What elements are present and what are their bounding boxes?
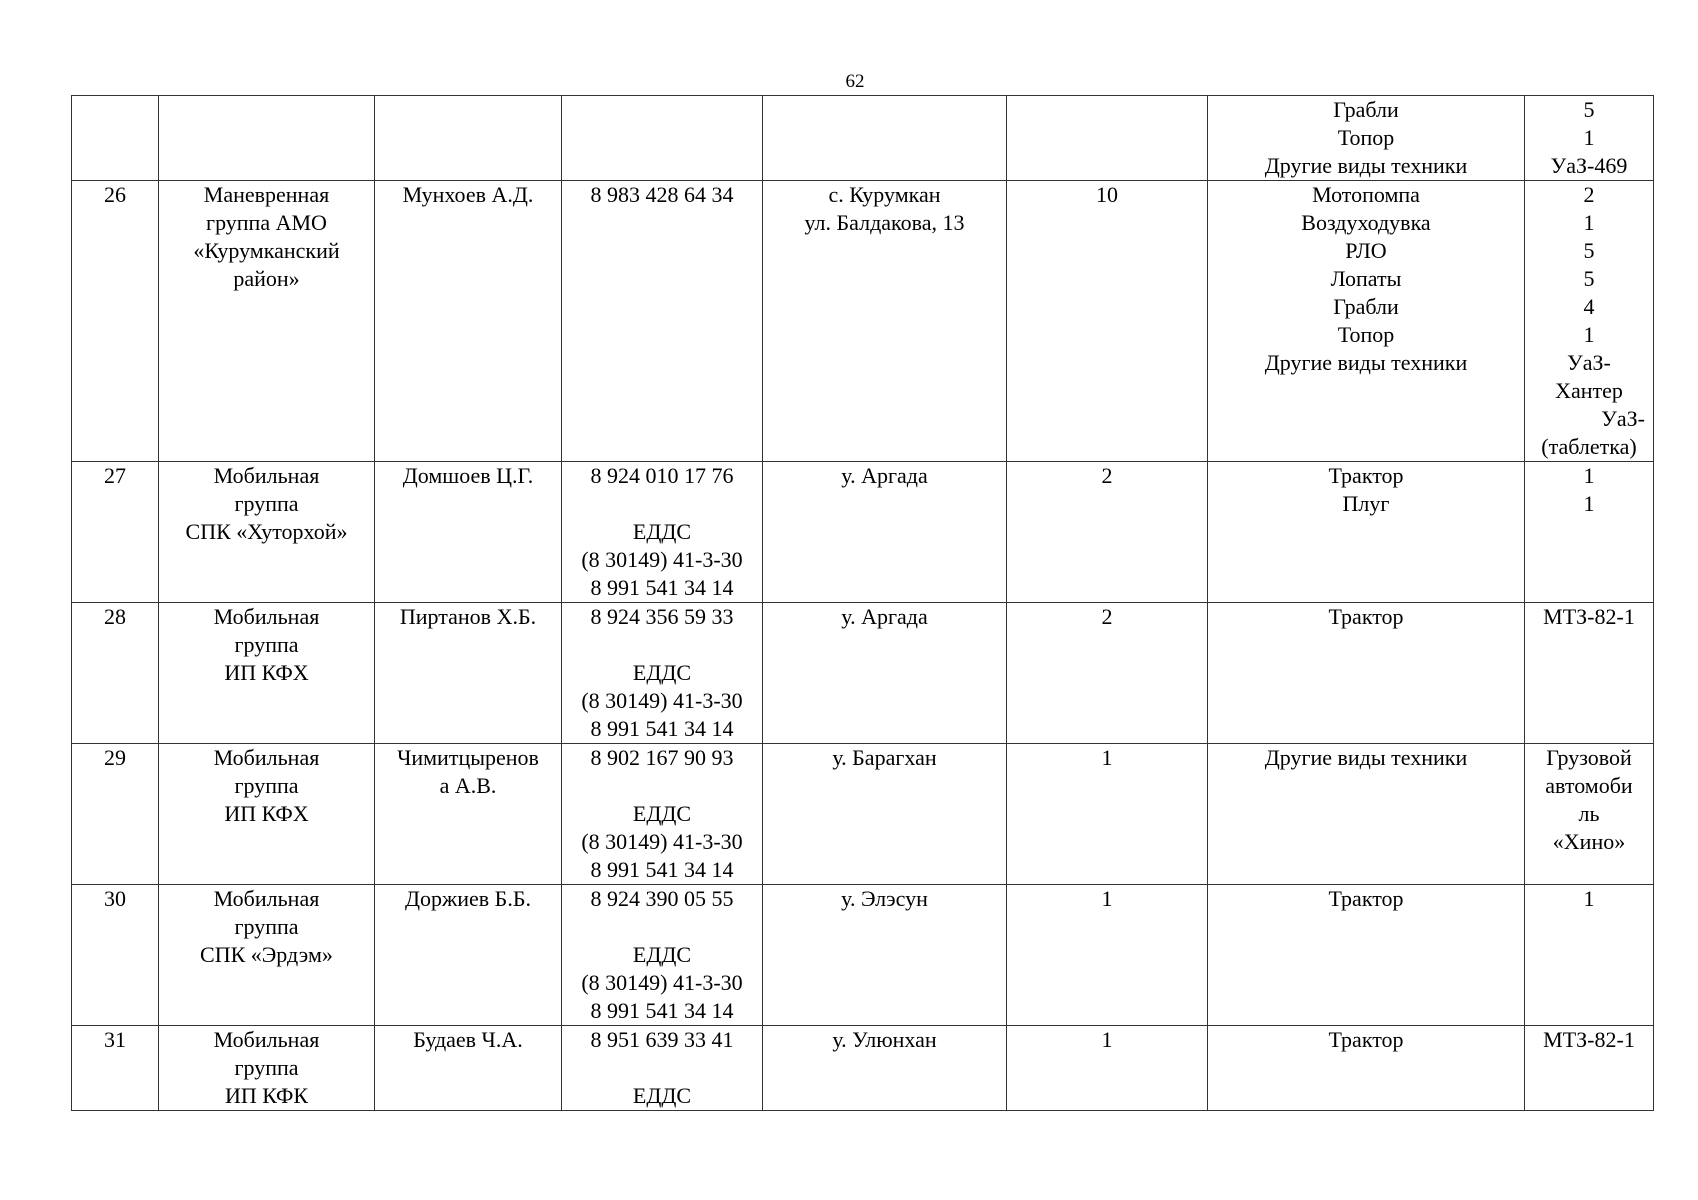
phone-line: (8 30149) 41-3-30	[581, 970, 743, 995]
phone-line: 8 924 010 17 76	[590, 463, 734, 488]
cell-group	[159, 462, 375, 603]
group-line: группа	[234, 632, 299, 657]
phone-line: 8 991 541 34 14	[590, 575, 734, 600]
cell-quantity	[1525, 744, 1654, 885]
group-line: СПК «Хуторхой»	[185, 519, 348, 544]
cell-people	[1007, 462, 1208, 603]
address-line: с. Курумкан	[828, 182, 941, 207]
table-row	[72, 181, 1654, 462]
equipment-item: Трактор	[1328, 463, 1404, 488]
head-name-line: а А.В.	[439, 773, 497, 798]
people-count: 2	[1101, 463, 1113, 488]
people-count: 1	[1101, 745, 1113, 770]
head-name-line: Доржиев Б.Б.	[405, 886, 531, 911]
cell-phone	[562, 885, 763, 1026]
equipment-item: Другие виды техники	[1264, 745, 1468, 770]
cell-num	[72, 96, 159, 181]
head-name-line: Пиртанов Х.Б.	[399, 604, 537, 629]
cell-people	[1007, 603, 1208, 744]
people-count: 2	[1101, 604, 1113, 629]
cell-people	[1007, 96, 1208, 181]
cell-equipment	[1208, 603, 1525, 744]
cell-head	[375, 885, 562, 1026]
cell-num	[72, 744, 159, 885]
cell-equipment	[1208, 744, 1525, 885]
phone-line: ЕДДС	[632, 942, 692, 967]
cell-equipment	[1208, 885, 1525, 1026]
phone-line	[564, 1054, 760, 1082]
people-count: 1	[1101, 1027, 1113, 1052]
quantity-item: 1	[1583, 886, 1595, 911]
cell-group	[159, 744, 375, 885]
cell-quantity	[1525, 885, 1654, 1026]
table-row	[72, 1026, 1654, 1111]
address-line: у. Улюнхан	[832, 1027, 937, 1052]
table-row	[72, 744, 1654, 885]
cell-head	[375, 181, 562, 462]
phone-line: 8 991 541 34 14	[590, 857, 734, 882]
cell-address	[763, 1026, 1007, 1111]
cell-phone	[562, 462, 763, 603]
group-line: группа АМО	[206, 210, 327, 235]
group-line: Мобильная	[213, 463, 320, 488]
cell-group	[159, 1026, 375, 1111]
quantity-item: 5	[1583, 97, 1595, 122]
quantity-item: УаЗ-	[1567, 350, 1611, 375]
cell-phone	[562, 1026, 763, 1111]
quantity-item: автомоби	[1545, 773, 1633, 798]
group-line: район»	[233, 266, 300, 291]
quantity-item: 1	[1583, 210, 1595, 235]
cell-head	[375, 96, 562, 181]
row-number: 28	[104, 604, 126, 629]
group-line: Мобильная	[213, 604, 320, 629]
row-number: 30	[104, 886, 126, 911]
table-row	[72, 885, 1654, 1026]
quantity-item: 2	[1583, 182, 1595, 207]
cell-address	[763, 96, 1007, 181]
cell-phone	[562, 96, 763, 181]
quantity-item: (таблетка)	[1541, 434, 1637, 459]
equipment-item: Грабли	[1333, 294, 1399, 319]
quantity-item: МТЗ-82-1	[1543, 1027, 1635, 1052]
cell-group	[159, 181, 375, 462]
cell-equipment	[1208, 96, 1525, 181]
quantity-item: 1	[1583, 463, 1595, 488]
head-name-line: Чимитцыренов	[397, 745, 539, 770]
table-row-continuation	[72, 96, 1654, 181]
quantity-item: Грузовой	[1546, 745, 1632, 770]
cell-quantity	[1525, 1026, 1654, 1111]
group-line: группа	[234, 491, 299, 516]
cell-num	[72, 181, 159, 462]
cell-group	[159, 885, 375, 1026]
quantity-item: 5	[1583, 238, 1595, 263]
phone-line: ЕДДС	[632, 660, 692, 685]
equipment-item: Топор	[1337, 125, 1395, 150]
cell-phone	[562, 603, 763, 744]
head-name-line: Домшоев Ц.Г.	[402, 463, 534, 488]
equipment-item: Другие виды техники	[1264, 350, 1468, 375]
phone-line: 8 991 541 34 14	[590, 716, 734, 741]
phone-line: 8 902 167 90 93	[590, 745, 734, 770]
phone-line: 8 983 428 64 34	[590, 182, 734, 207]
address-line: у. Аргада	[841, 604, 928, 629]
address-line: ул. Балдакова, 13	[804, 210, 965, 235]
quantity-item: Хантер	[1555, 378, 1623, 403]
cell-address	[763, 744, 1007, 885]
cell-address	[763, 603, 1007, 744]
cell-head	[375, 1026, 562, 1111]
cell-group	[159, 96, 375, 181]
group-line: ИП КФХ	[224, 660, 309, 685]
cell-phone	[562, 744, 763, 885]
equipment-item: Мотопомпа	[1312, 182, 1420, 207]
phone-line: (8 30149) 41-3-30	[581, 829, 743, 854]
cell-head	[375, 462, 562, 603]
quantity-item: 4	[1583, 294, 1595, 319]
address-line: у. Аргада	[841, 463, 928, 488]
quantity-item: «Хино»	[1552, 829, 1626, 854]
phone-line: 8 951 639 33 41	[590, 1027, 734, 1052]
row-number: 31	[104, 1027, 126, 1052]
row-number: 27	[104, 463, 126, 488]
cell-people	[1007, 181, 1208, 462]
group-line: группа	[234, 773, 299, 798]
page-number: 62	[845, 71, 865, 92]
phone-line: ЕДДС	[632, 519, 692, 544]
cell-phone	[562, 181, 763, 462]
equipment-item: Трактор	[1328, 886, 1404, 911]
group-line: Мобильная	[213, 1027, 320, 1052]
quantity-item: УаЗ-	[1601, 406, 1645, 431]
cell-group	[159, 603, 375, 744]
group-line: СПК «Эрдэм»	[200, 942, 333, 967]
phone-line	[564, 913, 760, 941]
phone-line: 8 924 356 59 33	[590, 604, 734, 629]
cell-head	[375, 744, 562, 885]
group-line: ИП КФХ	[224, 801, 309, 826]
cell-address	[763, 885, 1007, 1026]
people-count: 10	[1096, 182, 1118, 207]
phone-line: 8 924 390 05 55	[590, 886, 734, 911]
group-line: ИП КФК	[224, 1083, 309, 1108]
group-line: Маневренная	[203, 182, 330, 207]
equipment-item: Грабли	[1333, 97, 1399, 122]
cell-num	[72, 603, 159, 744]
cell-num	[72, 885, 159, 1026]
phone-line: ЕДДС	[632, 801, 692, 826]
quantity-item: 1	[1583, 491, 1595, 516]
table-row	[72, 462, 1654, 603]
cell-num	[72, 1026, 159, 1111]
group-line: группа	[234, 1055, 299, 1080]
phone-line: ЕДДС	[632, 1083, 692, 1108]
cell-address	[763, 462, 1007, 603]
equipment-item: Плуг	[1342, 491, 1390, 516]
cell-people	[1007, 1026, 1208, 1111]
cell-equipment	[1208, 1026, 1525, 1111]
group-line: Мобильная	[213, 745, 320, 770]
cell-quantity	[1525, 603, 1654, 744]
cell-quantity	[1525, 96, 1654, 181]
phone-line	[564, 490, 760, 518]
phone-line: 8 991 541 34 14	[590, 998, 734, 1023]
phone-line: (8 30149) 41-3-30	[581, 547, 743, 572]
cell-equipment	[1208, 181, 1525, 462]
phone-line	[564, 772, 760, 800]
quantity-item: УаЗ-469	[1550, 153, 1628, 178]
head-name-line: Мунхоев А.Д.	[402, 182, 534, 207]
equipment-item: Воздуходувка	[1301, 210, 1431, 235]
equipment-item: Трактор	[1328, 604, 1404, 629]
group-line: группа	[234, 914, 299, 939]
equipment-item: РЛО	[1345, 238, 1387, 263]
quantity-item: 1	[1583, 125, 1595, 150]
equipment-item: Топор	[1337, 322, 1395, 347]
equipment-item: Трактор	[1328, 1027, 1404, 1052]
row-number: 29	[104, 745, 126, 770]
phone-line	[564, 631, 760, 659]
address-line: у. Барагхан	[832, 745, 937, 770]
people-count: 1	[1101, 886, 1113, 911]
group-line: «Курумканский	[193, 238, 340, 263]
cell-address	[763, 181, 1007, 462]
phone-line: (8 30149) 41-3-30	[581, 688, 743, 713]
quantity-item: 1	[1583, 322, 1595, 347]
cell-equipment	[1208, 462, 1525, 603]
group-line: Мобильная	[213, 886, 320, 911]
head-name-line: Будаев Ч.А.	[413, 1027, 523, 1052]
cell-people	[1007, 885, 1208, 1026]
table-row	[72, 603, 1654, 744]
quantity-item: ль	[1578, 801, 1600, 826]
row-number: 26	[104, 182, 126, 207]
address-line: у. Элэсун	[841, 886, 928, 911]
equipment-table	[71, 95, 1654, 1111]
cell-quantity	[1525, 181, 1654, 462]
cell-head	[375, 603, 562, 744]
equipment-item: Другие виды техники	[1264, 153, 1468, 178]
quantity-item: МТЗ-82-1	[1543, 604, 1635, 629]
cell-num	[72, 462, 159, 603]
quantity-item: 5	[1583, 266, 1595, 291]
cell-quantity	[1525, 462, 1654, 603]
cell-people	[1007, 744, 1208, 885]
equipment-item: Лопаты	[1330, 266, 1402, 291]
